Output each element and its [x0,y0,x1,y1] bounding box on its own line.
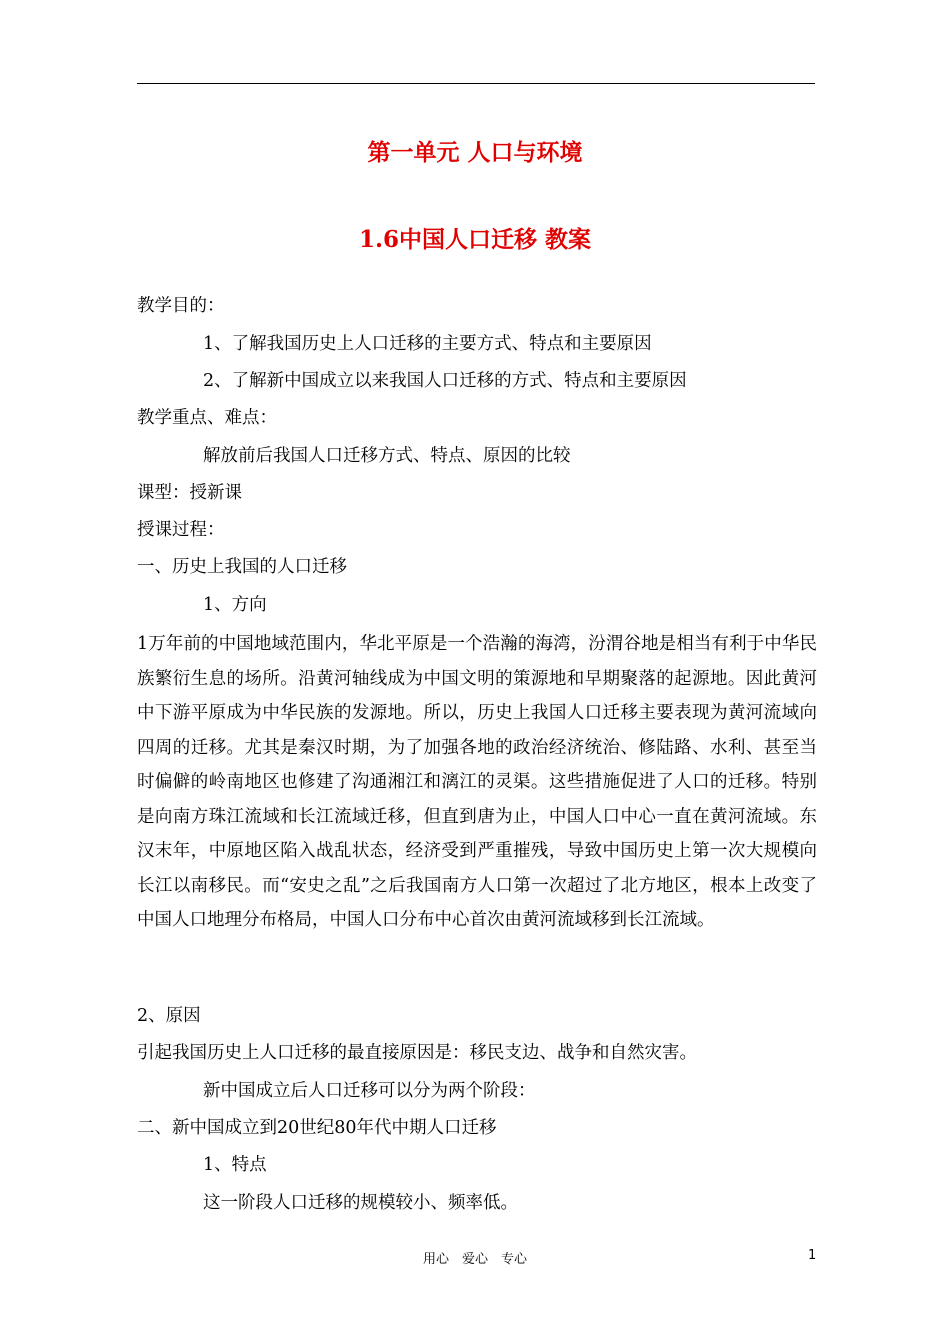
feature-text: 这一阶段人口迁移的规模较小、频率低。 [203,1193,518,1213]
lesson-type: 课型：授新课 [137,483,242,503]
page-number: 1 [808,1248,817,1263]
keypoints-label: 教学重点、难点： [137,408,277,428]
objective-label: 教学目的： [137,296,225,316]
stages-text: 新中国成立后人口迁移可以分为两个阶段： [203,1081,536,1101]
subheading-reason: 2、原因 [137,1006,201,1026]
history-paragraph: 1万年前的中国地域范围内，华北平原是一个浩瀚的海湾，汾渭谷地是相当有利于中华民族繁衍生息的场所。沿黄河轴线成为中国文明的策源地和早期聚落的起源地。因此黄河中下游平原成为中华民族的发源地。所以，历史上我国人口迁移主要表现为黄河流域向四周的迁移。尤其是秦汉时期，为了加强各地的政治经济统治、修陆路、水利、甚至当时偏僻的岭南地区也修建了沟通湘江和漓江的灵渠。这些措施促进了人口的迁移。特别是向南方珠江流域和长江流域迁移，但直到唐为止，中国人口中心一直在黄河流域。东汉末年，中原地区陷入战乱状态，经济受到严重摧残，导致中国历史上第一次大规模向长江以南移民。而“安史之乱”之后我国南方人口第一次超过了北方地区，根本上改变了中国人口地理分布格局，中国人口分布中心首次由黄河流域移到长江流域。 [137,634,817,930]
footer-slogan: 用心 爱心 专心 [422,1252,527,1267]
objective-2: 2、了解新中国成立以来我国人口迁移的方式、特点和主要原因 [203,371,687,391]
lesson-title: 1.6中国人口迁移 教案 [358,226,592,253]
subheading-direction: 1、方向 [203,595,267,615]
section-heading-2: 二、新中国成立到20世纪80年代中期人口迁移 [137,1118,497,1138]
keypoints-text: 解放前后我国人口迁移方式、特点、原因的比较 [203,446,571,466]
header-rule [137,83,815,84]
subheading-feature: 1、特点 [203,1155,267,1175]
objective-1: 1、了解我国历史上人口迁移的主要方式、特点和主要原因 [203,334,652,354]
process-label: 授课过程： [137,520,225,540]
section-heading-1: 一、历史上我国的人口迁移 [137,557,347,577]
reason-text: 引起我国历史上人口迁移的最直接原因是：移民支边、战争和自然灾害。 [137,1043,697,1063]
unit-title: 第一单元 人口与环境 [367,139,583,166]
